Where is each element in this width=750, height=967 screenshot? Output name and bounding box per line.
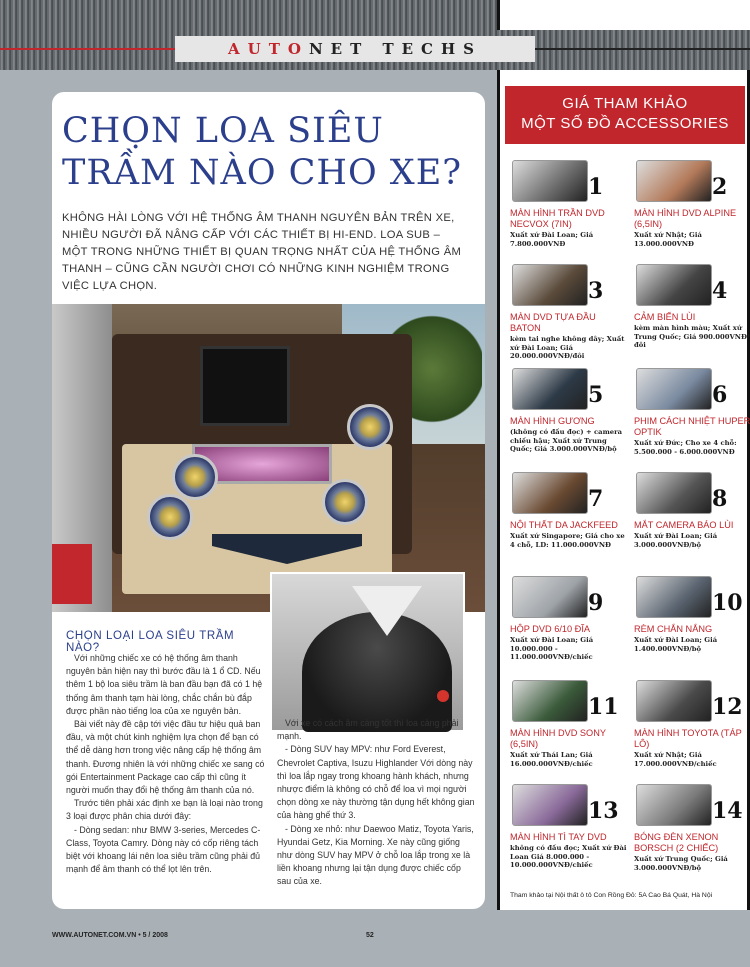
accessory-item [506,368,626,471]
header-black-line [535,48,750,50]
accessory-number: 3 [588,278,604,304]
section-header-red: AUTO [227,40,309,58]
article-column-1 [66,652,266,876]
accessory-desc: Xuất xứ Nhật; Giá 17.000.000VNĐ/chiếc [634,751,717,768]
accessory-desc: Xuất xứ Đài Loan; Giá 3.000.000VNĐ/bộ [634,532,718,549]
accessory-photo [512,368,588,410]
accessory-number: 8 [712,486,728,512]
accessory-item [506,576,626,679]
paragraph: Bài viết này đề cập tới việc đầu tư hiệu quả ban đầu, và một chút kinh nghiệm lựa chọn để bạn có thể dễ dàng hơn trong việc nâng cấp hệ thống âm thanh. Đương nhiên là với những chiếc xe sang có gói Entertainment Package cao cấp thì cũng ít người muốn thay đổi hệ thống âm thanh của nó. [66,719,265,796]
accessory-item [630,472,750,575]
photo-screen [200,346,290,426]
accessory-desc: Xuất xứ Đức; Cho xe 4 chỗ: 5.500.000 - 6.000.000VNĐ [634,439,737,456]
accessory-desc: không có đầu đọc; Xuất xứ Đài Loan Giá 8.000.000 - 10.000.000VNĐ/chiếc [510,844,627,870]
accessory-name: MÀN HÌNH GƯƠNG [510,416,595,426]
accessory-item [630,576,750,679]
accessory-photo [636,160,712,202]
car-subwoofer-photo [52,304,485,612]
accessory-photo [636,680,712,722]
header-red-line [0,48,175,50]
accessory-photo [636,368,712,410]
paragraph: Với xe có cách âm càng tốt thì loa càng phải mạnh. [277,718,459,742]
footer-site: WWW.AUTONET.COM.VN • 5 / 2008 [52,932,168,939]
top-right-white-box [497,0,750,30]
accessory-name: HỘP DVD 6/10 ĐĨA [510,624,590,634]
accessory-name: CẢM BIẾN LÙI [634,312,696,322]
accessory-item [506,784,626,887]
accessory-name: MÀN DVD TỰA ĐẦU BATON [510,312,596,333]
sidebar-header [505,86,745,144]
section-header-black: NET TECHS [308,40,483,58]
accessory-name: PHIM CÁCH NHIỆT HUPER OPTIK [634,416,750,437]
accessory-item [506,472,626,575]
accessory-photo [512,264,588,306]
accessory-photo [512,472,588,514]
accessory-number: 12 [712,694,743,720]
accessory-name: MẮT CAMERA BÁO LÙI [634,520,734,530]
accessory-number: 11 [588,694,619,720]
accessory-desc: Xuất xứ Singapore; Giá cho xe 4 chỗ, LD: 11.000.000VNĐ [510,532,625,549]
accessory-item [630,264,750,367]
accessory-number: 10 [712,590,743,616]
accessory-name: MÀN HÌNH TOYOTA (TÁP LÔ) [634,728,742,749]
accessory-number: 7 [588,486,604,512]
paragraph: Trước tiên phải xác định xe bạn là loại nào trong 3 loại được phân chia dưới đây: [66,798,263,822]
paragraph: - Dòng xe nhỏ: như Daewoo Matiz, Toyota Yaris, Hyundai Getz, Kia Morning. Xe này cũng giống như dòng SUV hay MPV ở chỗ loa lắp trong xe là liền khoang nhưng lại tận dụng được chiếc cốp sau của xe. [277,823,474,887]
article-title: CHỌN LOA SIÊU TRẦM NÀO CHO XE? [62,111,463,193]
accessory-desc: Xuất xứ Nhật; Giá 13.000.000VNĐ [634,231,702,248]
accessory-desc: (không có đầu đọc) + camera chiếu hậu; Xuất xứ Trung Quốc; Giá 3.000.000VNĐ/bộ [510,428,623,454]
accessory-photo [512,784,588,826]
accessory-name: RÈM CHẮN NẮNG [634,624,713,634]
accessory-desc: kèm tai nghe không dây; Xuất xứ Đài Loan; Giá 20.000.000VNĐ/đôi [510,335,625,361]
accessory-photo [512,680,588,722]
accessory-number: 14 [712,798,743,824]
paragraph: - Dòng SUV hay MPV: như Ford Everest, Chevrolet Captiva, Isuzu Highlander Với dòng này thì loa lắp ngay trong khoang hành khách, nhưng nhược điểm là không có chỗ để loa vì mọi người chọn dòng xe này thường tận dụng hết không gian của hàng ghế thứ 3. [277,744,475,821]
accessory-name: MÀN HÌNH TRẦN DVD NECVOX (7IN) [510,208,605,229]
accessory-item [630,680,750,783]
accessory-item [506,264,626,367]
accessory-name: MÀN HÌNH DVD SONY (6,5IN) [510,728,606,749]
speaker-icon [172,454,218,500]
accessory-number: 1 [588,174,604,200]
speaker-icon [147,494,193,540]
accessory-number: 4 [712,278,728,304]
accessory-item [630,368,750,471]
article-lead: KHÔNG HÀI LÒNG VỚI HỆ THỐNG ÂM THANH NGUYÊN BẢN TRÊN XE, NHIỀU NGƯỜI ĐÃ NÂNG CẤP VỚI CÁC THIẾT BỊ HI-END. LOA SUB – MỘT TRONG NHỮNG THIẾT BỊ QUAN TRỌNG NHẤT CỦA HỆ THỐNG ÂM THANH – CŨNG CẦN NGƯỜI CHƠI CÓ NHỮNG KINH NGHIỆM TRONG VIỆC LỰA CHỌN. [62,212,462,292]
sidebar-title-1: GIÁ THAM KHẢO [562,95,688,112]
article-subhead: CHỌN LOẠI LOA SIÊU TRẦM NÀO? [66,630,235,654]
paragraph: Với những chiếc xe có hệ thống âm thanh nguyên bản hiện nay thì bước đầu là 1 ổ CD. Nếu thêm 1 bộ loa siêu trầm là ban đầu bạn đã có 1 hệ thống âm thanh tạm hài lòng, chắc chắn bù đắp được phần nào tiếng loa của xe nguyên bản. [66,653,263,716]
accessory-desc: kèm màn hình màu; Xuất xứ Trung Quốc; Giá 900.000VNĐ/đôi [634,324,750,350]
accessory-desc: Xuất xứ Đài Loan; Giá 7.800.000VNĐ [510,231,594,248]
accessory-number: 2 [712,174,728,200]
accessory-number: 9 [588,590,604,616]
accessory-number: 13 [588,798,619,824]
accessory-photo [636,264,712,306]
speaker-icon [347,404,393,450]
accessory-desc: Xuất xứ Trung Quốc; Giá 3.000.000VNĐ/bộ [634,855,728,872]
accessory-name: MÀN HÌNH TÌ TAY DVD [510,832,607,842]
accessory-item [506,680,626,783]
accessory-photo [636,472,712,514]
accessory-photo [636,576,712,618]
paragraph: - Dòng sedan: như BMW 3-series, Mercedes C-Class, Toyota Camry. Dòng này có cốp riêng tách biệt với khoang lái nên loa siêu trầm cũng phải đủ mạnh để âm thanh có thể lọt lên trên. [66,824,261,875]
page-number: 52 [366,932,374,939]
accessory-photo [636,784,712,826]
accessory-item [630,160,750,263]
speaker-icon [322,479,368,525]
accessory-desc: Xuất xứ Đài Loan; Giá 10.000.000 - 11.000.000VNĐ/chiếc [510,636,594,662]
accessory-item [506,160,626,263]
accessory-name: NỘI THẤT DA JACKFEED [510,520,618,530]
accessory-desc: Xuất xứ Thái Lan; Giá 16.000.000VNĐ/chiếc [510,751,593,768]
sidebar-note: Tham khảo tại Nội thất ô tô Con Rồng Đỏ: 5A Cao Bá Quát, Hà Nội [510,892,713,899]
accessory-number: 5 [588,382,604,408]
accessory-photo [512,576,588,618]
accessory-desc: Xuất xứ Đài Loan; Giá 1.400.000VNĐ/bộ [634,636,718,653]
accessory-item [630,784,750,887]
article-panel [52,92,485,909]
sidebar-title-2: MỘT SỐ ĐỒ ACCESSORIES [521,115,729,132]
accessory-name: BÓNG ĐÈN XENON BORSCH (2 CHIẾC) [634,832,719,853]
section-header [175,36,535,62]
accessory-name: MÀN HÌNH DVD ALPINE (6,5IN) [634,208,737,229]
accessories-sidebar [497,70,750,910]
accessory-number: 6 [712,382,728,408]
subwoofer-inset-photo [270,572,465,732]
accessory-photo [512,160,588,202]
article-column-2 [277,717,475,889]
